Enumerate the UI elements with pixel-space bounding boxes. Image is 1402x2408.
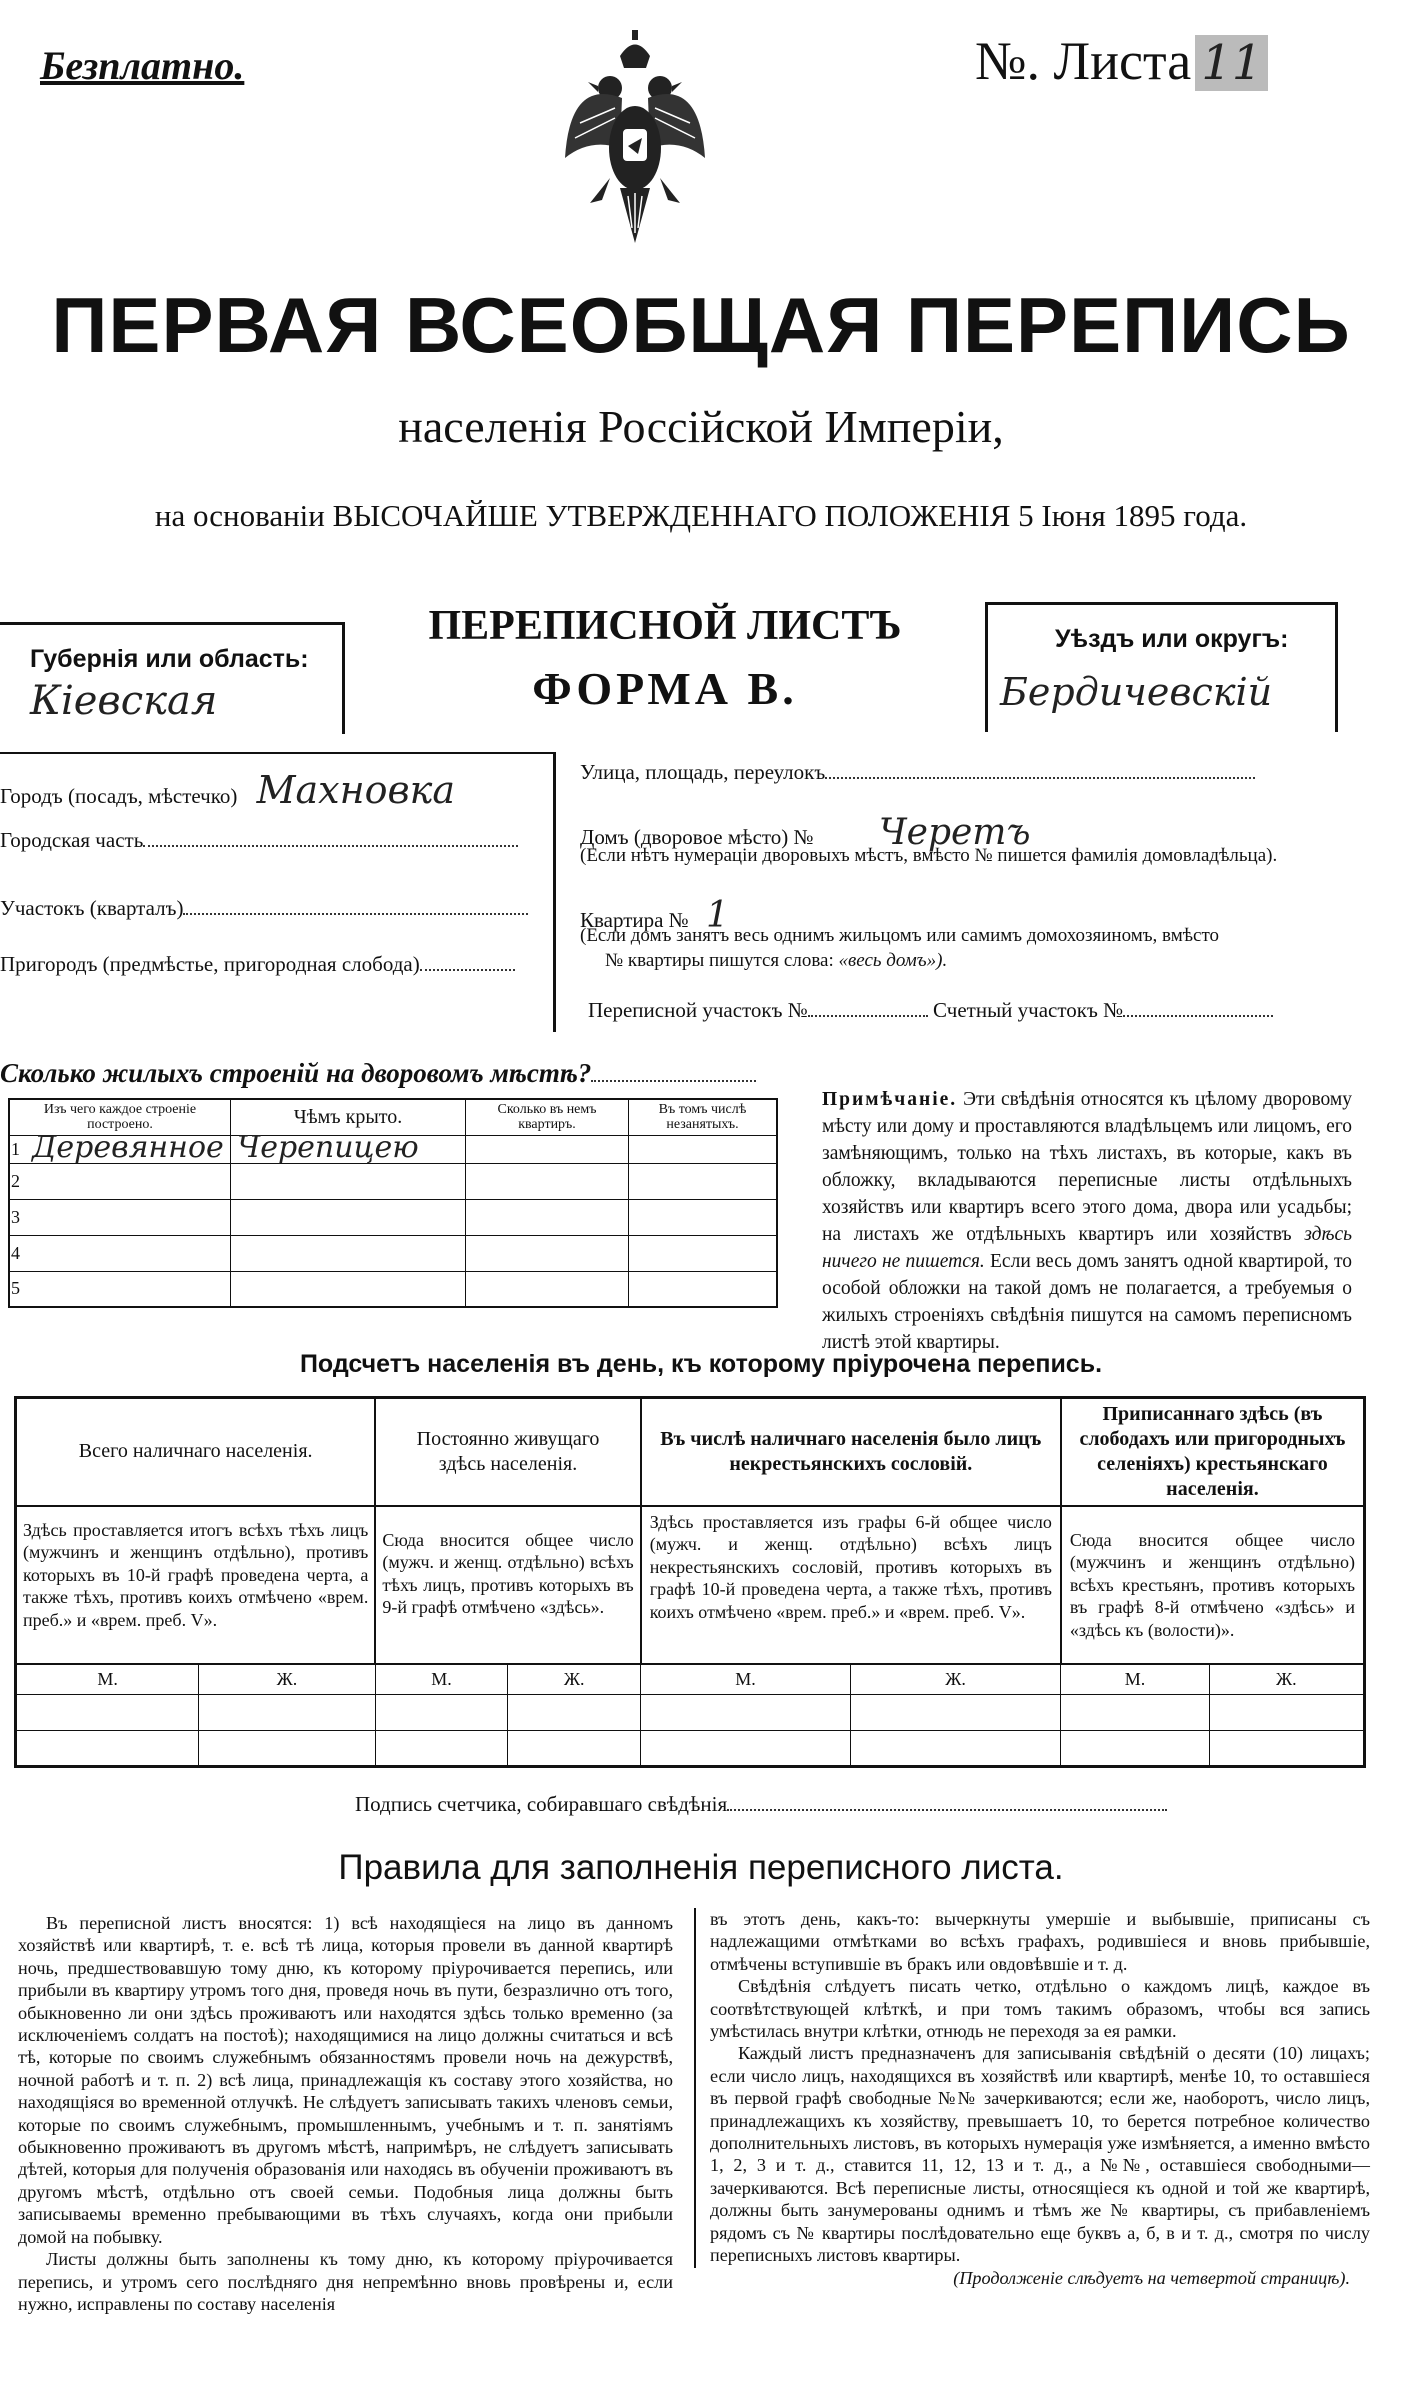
rules-right-paragraph-3: Каждый листъ предназначенъ для записыванія свѣдѣній о десяти (10) лицахъ; если число лицъ, находящихся въ хозяйствѣ или квартирѣ, менѣе 10, то оставшіеся въ первой графѣ свободные №№ зачеркиваются; если же, наоборотъ, число лицъ, принадлежащихъ къ хозяйству, превышаетъ 10, то берется потребное количество дополнительныхъ листовъ, въ которыхъ нумерація уже измѣняется, а именно вмѣсто 1, 2, 3 и т. д., ставится 11, 12, 13 и т. д., а №№, оставшіеся свободными—зачеркиваются. Всѣ переписные листы, относящіеся къ одной и той же квартирѣ, должны быть занумерованы однимъ и тѣмъ же № квартиры, съ прибавленіемъ рядомъ съ № квартиры послѣдовательно еще буквъ а, б, в и т. д., смотря по числу переписныхъ листовъ квартиры. — [710, 2043, 1370, 2266]
building-row-number: 2 — [9, 1163, 231, 1199]
pop-col-nonpeasant-title: Въ числѣ наличнаго населенія было лицъ некрестьянскихъ сословій. — [641, 1398, 1061, 1506]
note-text-a: Эти свѣдѣнія относятся къ цѣлому дворовому мѣсту или дому и проставляются владѣльцемъ или лицомъ, его замѣняющимъ, только на тѣхъ листахъ, въ которые, какъ въ обложку, вкладываются переписные листы отдѣльныхъ хозяйствъ или квартиръ всего этого дома, двора или усадьбы; на листахъ же отдѣльныхъ квартиръ или хозяйствъ — [822, 1089, 1353, 1245]
gorod-value: Махновка — [256, 768, 455, 812]
pop-female-header: Ж. — [1209, 1664, 1364, 1694]
population-table — [14, 1396, 1366, 1768]
pop-col-nonpeasant-desc: Здѣсь проставляется изъ графы 6-й общее число (мужч. и женщ. отдѣльно) всѣхъ лицъ некрестьянскихъ сословій, противъ которыхъ въ графѣ 10-й проведена черта, а также тѣхъ, противъ коихъ отмѣчено «врем. преб.» и «врем. преб. V». — [649, 1511, 1052, 1622]
building-row-number: 5 — [9, 1271, 231, 1307]
pop-col-total-desc: Здѣсь проставляется итогъ всѣхъ тѣхъ лицъ (мужчинъ и женщинъ отдѣльно), противъ которыхъ въ 10-й графѣ проведена черта, а также тѣхъ, противъ коихъ отмѣчено «врем. преб.» и «врем. преб. V». — [23, 1519, 369, 1630]
note-title: Примѣчаніе. — [822, 1089, 958, 1110]
pop-female-header: Ж. — [508, 1664, 641, 1694]
pop-female-header: Ж. — [850, 1664, 1061, 1694]
building-row1-roof: Черепицею — [237, 1129, 419, 1165]
rules-heading: Правила для заполненія переписного листа. — [338, 1848, 1064, 1887]
pop-col-peasant-desc: Сюда вносится общее число (мужчинъ и женщинъ отдѣльно) всѣхъ крестьянъ, противъ которыхъ въ графѣ 8-й отмѣчено «здѣсь» и «здѣсь къ (волости)». — [1069, 1529, 1355, 1640]
kvartira-label: Квартира № — [580, 908, 689, 932]
rules-left-paragraph-2: Листы должны быть заполнены къ тому дню, къ которому пріурочивается перепись, и утромъ сего послѣдняго дня непремѣнно вновь провѣрены и, если нужно, исправлены по составу населенія — [18, 2249, 673, 2314]
note-block — [822, 1086, 1352, 1356]
coat-of-arms-emblem — [560, 28, 710, 248]
sheet-number-label: №. Листа — [975, 31, 1192, 91]
note-text-b: здѣсь ничего не пишется. — [822, 1224, 1353, 1272]
form-type: ФОРМА В. — [532, 663, 798, 714]
pop-male-header: М. — [641, 1664, 851, 1694]
free-label: Безплатно. — [40, 43, 245, 88]
pop-male-header: М. — [1061, 1664, 1209, 1694]
pop-male-header: М. — [16, 1664, 199, 1694]
rules-left-paragraph-1: Въ переписной листъ вносятся: 1) всѣ находящіеся на лицо въ данномъ хозяйствѣ или квартирѣ, т. е. всѣ тѣ лица, которыя провели въ данной квартирѣ ночь, предшествовавшую тому дню, къ которому пріурочивается перепись, или прибыли въ квартиру утромъ того дня, проведя ночь въ пути, безразлично отъ того, обыкновенно ли они здѣсь проживаютъ или находятся здѣсь только временно (за исключеніемъ солдатъ на постоѣ); находящимися на лицо должны считаться и всѣ тѣ, которые по своимъ служебнымъ обязанностямъ провели ночь на дежурствѣ, ночной работѣ и т. п. 2) всѣ лица, принадлежащія къ составу этого хозяйства, но находящіяся во временной отлучкѣ. Не слѣдуетъ записывать такихъ членовъ семьи, которые по своимъ служебнымъ, промышленнымъ, учебнымъ и т. п. занятіямъ обыкновенно проживаютъ въ другомъ мѣстѣ, напримѣръ, не слѣдуетъ записывать дѣтей, которыя для полученія образованія или находясь въ обученіи проживаютъ въ другомъ мѣстѣ, отдѣльно отъ своей семьи. Подобныя лица должны быть записываемы временно пребывающими въ тѣхъ случаяхъ, когда они прибыли домой на побывку. — [18, 1913, 673, 2247]
ulitsa-label: Улица, площадь, переулокъ — [580, 760, 826, 784]
pop-col-total-title: Всего наличнаго населенія. — [16, 1398, 376, 1506]
building-row-number: 1 — [11, 1138, 20, 1159]
uchastok-label: Участокъ (кварталъ) — [0, 896, 184, 920]
population-heading: Подсчетъ населенія въ день, къ которому пріурочена перепись. — [299, 1350, 1103, 1378]
kvartira-note-1: (Если домъ занятъ весь однимъ жильцомъ или самимъ домохозяиномъ, вмѣсто — [580, 925, 1220, 946]
dom-value: Черетъ — [878, 812, 1031, 853]
perepisnoi-uchastok-label: Переписной участокъ № — [588, 998, 808, 1022]
rules-right-paragraph-1: въ этотъ день, какъ-то: вычеркнуты умершіе и выбывшіе, приписаны съ надлежащими отмѣтками во всѣхъ графахъ, родившіеся и вновь прибывшіе, отмѣчены вступившіе въ бракъ или овдовѣвшіе и т. д. — [710, 1909, 1370, 1974]
signature-label: Подпись счетчика, собиравшаго свѣдѣнія — [355, 1792, 728, 1816]
page-subtitle: населенія Россійской Имперіи, — [398, 401, 1004, 452]
gubernia-label: Губернія или область: — [30, 645, 309, 673]
legal-basis-line: на основаніи ВЫСОЧАЙШЕ УТВЕРЖДЕННАГО ПОЛОЖЕНІЯ 5 Іюня 1895 года. — [154, 498, 1248, 533]
pop-female-header: Ж. — [199, 1664, 376, 1694]
form-heading: ПЕРЕПИСНОЙ ЛИСТЪ — [428, 603, 902, 649]
gorod-chast-label: Городская часть — [0, 828, 144, 852]
buildings-col-material: Изъ чего каждое строеніе построено. — [9, 1099, 231, 1135]
note-text-c: Если весь домъ занятъ одной квартирой, то особой обложки на такой домъ не полагается, а требуемыя о жилыхъ строеніяхъ свѣдѣнія пишутся на самомъ переписномъ листѣ этой квартиры. — [822, 1251, 1352, 1353]
uezd-label: Уѣздъ или округъ: — [1055, 625, 1289, 653]
gorod-label: Городъ (посадъ, мѣстечко) — [0, 784, 238, 808]
kvartira-note-3: «весь домъ»). — [838, 950, 948, 971]
buildings-table — [8, 1098, 778, 1308]
pop-col-permanent-title: Постоянно живущаго здѣсь населенія. — [375, 1398, 640, 1506]
pop-col-permanent-desc: Сюда вносится общее число (мужч. и женщ. отдѣльно) всѣхъ тѣхъ лицъ, противъ которыхъ въ 9-й графѣ отмѣчено «здѣсь». — [382, 1529, 634, 1617]
uezd-value: Бердичевскій — [1000, 670, 1273, 714]
kvartira-note-2: № квартиры пишутся слова: — [605, 950, 834, 971]
rules-left-column — [18, 1912, 673, 2315]
kvartira-value: 1 — [705, 895, 729, 936]
building-row1-material: Деревянное — [32, 1129, 224, 1165]
building-row-number: 3 — [9, 1199, 231, 1235]
schetny-uchastok-label: Счетный участокъ № — [933, 998, 1124, 1022]
prigorod-label: Пригородъ (предмѣстье, пригородная слобода) — [0, 952, 420, 976]
buildings-col-roof: Чѣмъ крыто. — [231, 1099, 466, 1135]
building-row-number: 4 — [9, 1235, 231, 1271]
rules-continued-note: (Продолженіе слѣдуетъ на четвертой страницѣ). — [953, 2267, 1350, 2288]
buildings-col-vacant: Въ томъ числѣ незанятыхъ. — [629, 1099, 778, 1135]
dom-note: (Если нѣтъ нумераціи дворовыхъ мѣстъ, вмѣсто № пишется фамилія домовладѣльца). — [580, 845, 1278, 866]
rules-right-column — [710, 1908, 1370, 2289]
rules-right-paragraph-2: Свѣдѣнія слѣдуетъ писать четко, отдѣльно о каждомъ лицѣ, каждое въ соотвѣтствующей клѣткѣ, и при томъ такимъ образомъ, чтобы вся запись умѣстилась внутри клѣтки, отнюдь не переходя за ея рамки. — [710, 1976, 1370, 2042]
page-title: ПЕРВАЯ ВСЕОБЩАЯ ПЕРЕПИСЬ — [51, 281, 1351, 369]
buildings-question: Сколько жилыхъ строеній на дворовомъ мѣстѣ? — [0, 1058, 592, 1088]
buildings-col-apartments: Сколько въ немъ квартиръ. — [466, 1099, 629, 1135]
sheet-number-value: 11 — [1195, 35, 1268, 91]
pop-col-peasant-title: Приписаннаго здѣсь (въ слободахъ или пригородныхъ селеніяхъ) крестьянскаго населенія. — [1061, 1398, 1365, 1506]
gubernia-value: Кіевская — [30, 678, 218, 724]
pop-male-header: М. — [375, 1664, 507, 1694]
dom-label: Домъ (дворовое мѣсто) № — [580, 825, 814, 849]
